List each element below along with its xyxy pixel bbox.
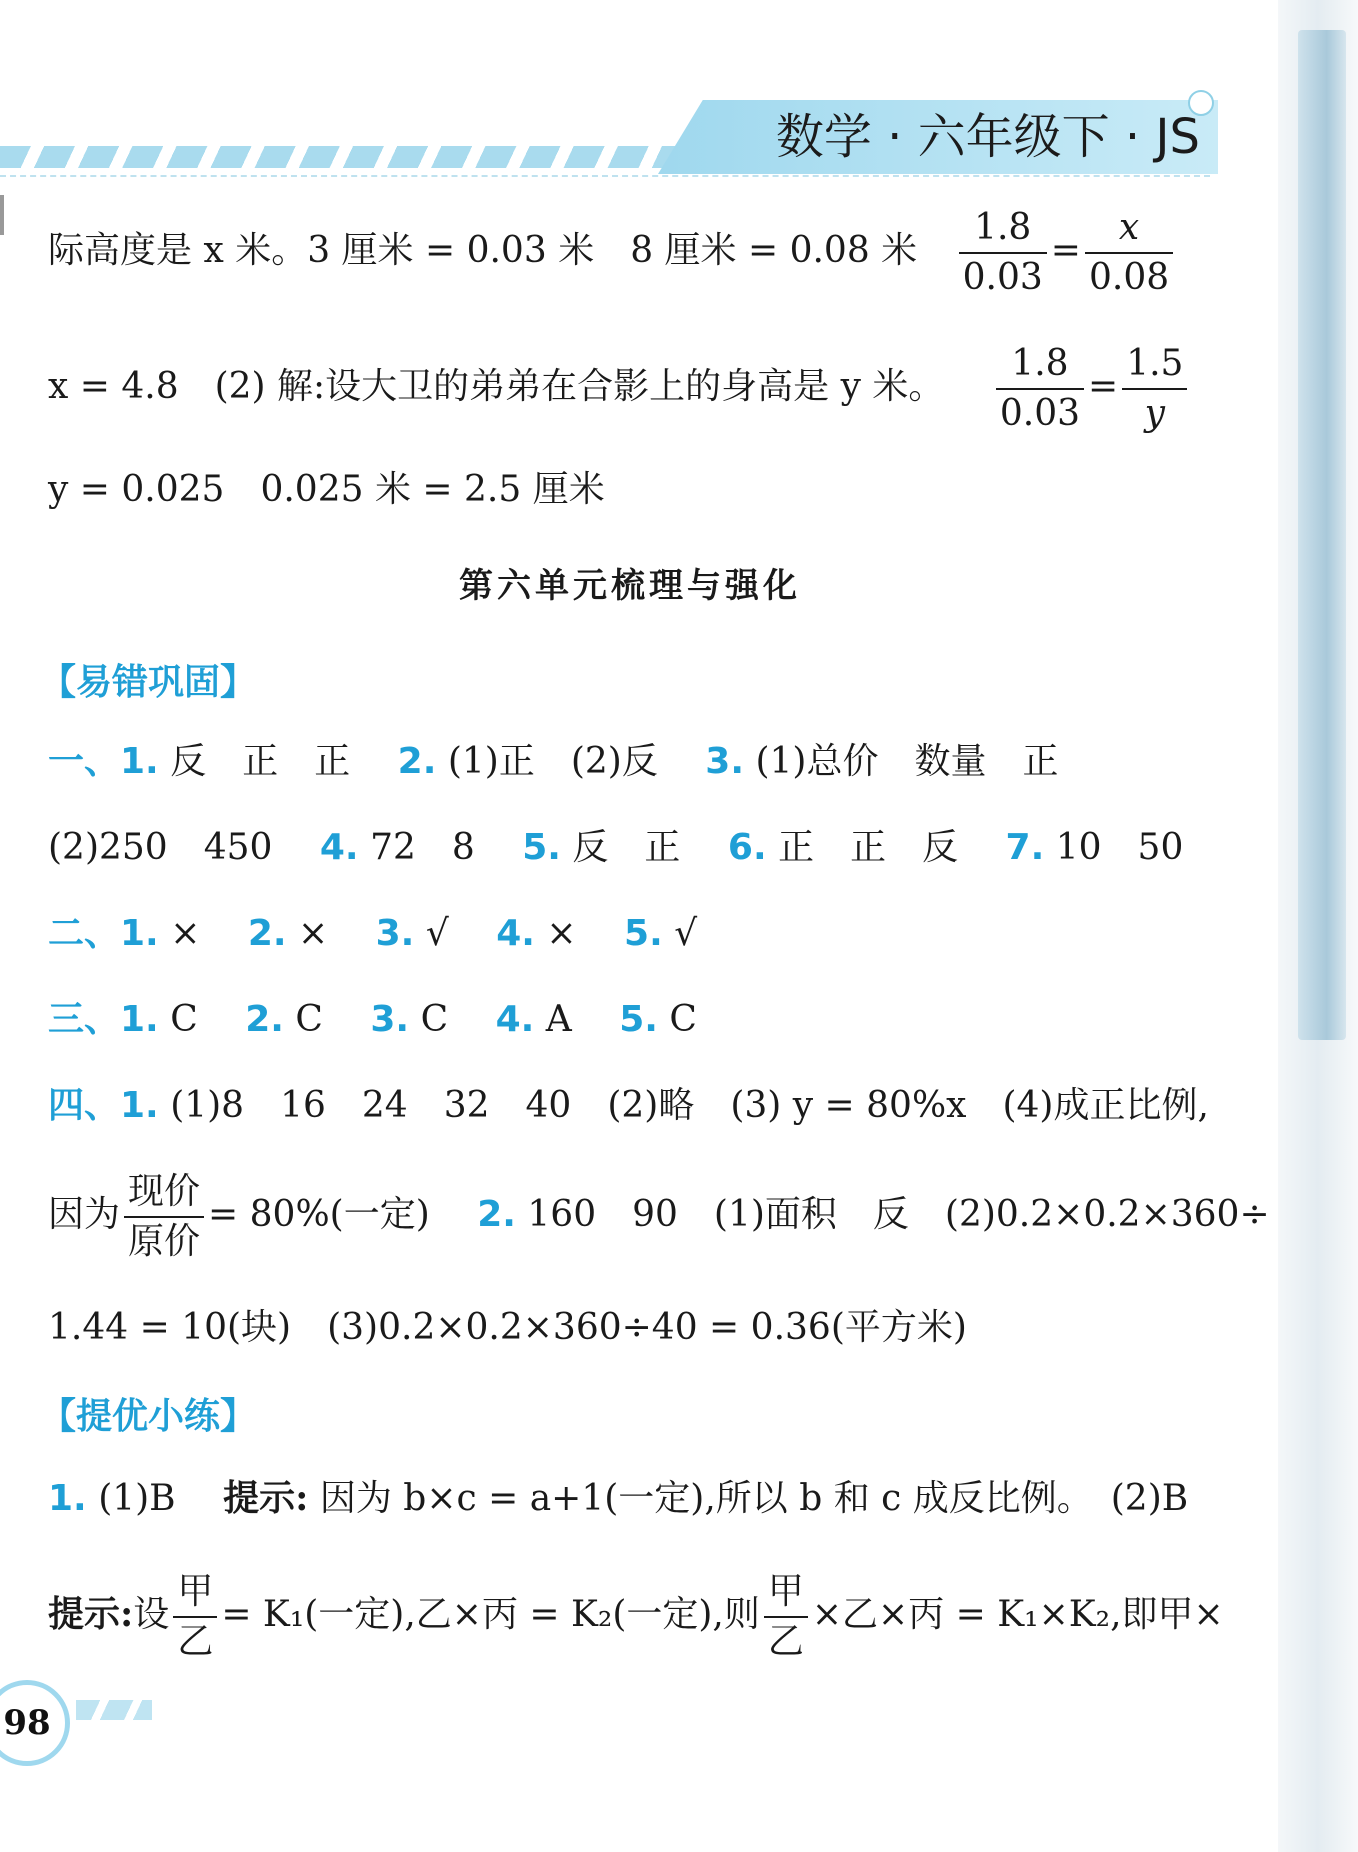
solution-line-3: y = 0.025 0.025 米 = 2.5 厘米 [48,469,605,510]
answer-text: × [170,913,237,954]
page-number: 98 [0,1680,70,1766]
answer-row [48,1168,1270,1266]
answer-text: 反 正 [572,827,717,868]
answer-row [48,826,1183,870]
answer-text: = K₁(一定),乙×丙 = K₂(一定),则 [221,1594,760,1635]
question-number: 二、1. [48,913,159,954]
question-number: 一、1. [48,741,159,782]
question-number: 2. [477,1194,516,1235]
answer-text: √ [425,913,485,954]
answer-text: A [545,999,608,1040]
question-number: 2. [245,999,284,1040]
answer-row [48,998,697,1042]
header-title: 数学 · 六年级下 · JS [775,109,1200,165]
solution-line-2 [48,340,1191,438]
fraction [1085,204,1173,302]
answer-row [48,1568,1224,1666]
answer-text: C [295,999,359,1040]
answer-text: 设 [133,1594,170,1635]
fraction [173,1568,217,1666]
fraction-numerator: 1.8 [959,204,1047,254]
fraction-numerator: 甲 [764,1568,808,1618]
question-number: 2. [247,913,287,954]
answer-text: C [170,999,234,1040]
fraction-denominator: y [1144,393,1165,434]
solution-line-1 [48,204,1177,302]
left-margin-mark [0,195,4,235]
fraction [764,1568,808,1666]
question-number: 3. [375,913,415,954]
fraction-denominator: 0.08 [1088,257,1170,298]
fraction-numerator: 1.8 [996,340,1084,390]
fraction-numerator: x [1085,204,1173,254]
answer-row [48,912,697,956]
answer-row [48,1476,1188,1521]
answer-text: × [546,913,613,954]
answer-text: × [298,913,365,954]
question-number: 5. [624,913,663,954]
fraction-numerator: 现价 [124,1168,204,1218]
answer-text: 72 8 [370,827,511,868]
fraction-denominator: 0.03 [962,257,1043,298]
question-number: 5. [522,827,561,868]
equals-sign: = [1088,366,1119,407]
fraction [124,1168,204,1266]
answer-text: 因为 [48,1194,121,1235]
answer-text: 10 50 [1055,827,1184,868]
answer-text: 反 正 正 [170,741,387,782]
header-stripe-band [0,146,700,168]
fraction-denominator: 乙 [767,1621,804,1662]
answer-text: (1)总价 数量 正 [755,741,1059,782]
solution-text: 际高度是 x 米。3 厘米 = 0.03 米 8 厘米 = 0.08 米 [48,230,918,271]
answer-row: 1.44 = 10(块) (3)0.2×0.2×360÷40 = 0.36(平方米) [48,1307,967,1348]
answer-text: 正 正 反 [778,827,995,868]
fraction-numerator: 甲 [173,1568,217,1618]
section-title: 第六单元梳理与强化 [459,566,801,606]
answer-text: (1)B [98,1478,212,1519]
fraction-denominator: 乙 [177,1621,214,1662]
fraction [1122,340,1187,438]
hint-label: 提示: [48,1593,134,1635]
answer-text: C [420,999,485,1040]
hint-label: 提示: [223,1477,309,1519]
question-number: 7. [1005,827,1045,868]
answer-text: 160 90 (1)面积 反 (2)0.2×0.2×360÷ [527,1194,1270,1235]
answer-text: C [669,999,697,1040]
page-edge-shadow [1278,0,1358,1852]
question-number: 4. [495,999,535,1040]
fraction-denominator: 原价 [128,1221,201,1262]
answer-text: ×乙×丙 = K₁×K₂,即甲× [811,1594,1224,1635]
fraction-numerator: 1.5 [1122,340,1187,390]
fraction [959,204,1047,302]
answer-text: (2)250 450 [48,827,309,868]
question-number: 5. [619,999,658,1040]
answer-text: = 80%(一定) [208,1194,466,1235]
fraction-denominator: 0.03 [999,393,1081,434]
answer-text: (1)8 16 24 32 40 (2)略 (3) y = 80%x (4)成正比例, [170,1085,1209,1126]
answer-text: √ [674,913,698,954]
question-number: 2. [397,741,437,782]
question-number: 3. [370,999,410,1040]
header-divider [0,175,1210,177]
question-number: 3. [705,741,745,782]
question-number: 6. [727,827,767,868]
section-tag-advanced-practice: 【提优小练】 [40,1396,257,1437]
page-number-decoration [76,1700,152,1720]
question-number: 三、1. [48,999,159,1040]
answer-text: (1)正 (2)反 [447,741,694,782]
question-number: 4. [319,827,359,868]
solution-text: x = 4.8 (2) 解:设大卫的弟弟在合影上的身高是 y 米。 [48,366,945,407]
question-number: 4. [496,913,535,954]
fraction [996,340,1084,438]
answer-text: 因为 b×c = a+1(一定),所以 b 和 c 成反比例。 (2)B [319,1478,1189,1519]
equals-sign: = [1050,230,1081,271]
answer-row [48,1084,1209,1128]
answer-row [48,740,1058,784]
section-tag-error-review: 【易错巩固】 [40,662,257,703]
question-number: 四、1. [48,1085,159,1126]
question-number: 1. [48,1478,87,1519]
